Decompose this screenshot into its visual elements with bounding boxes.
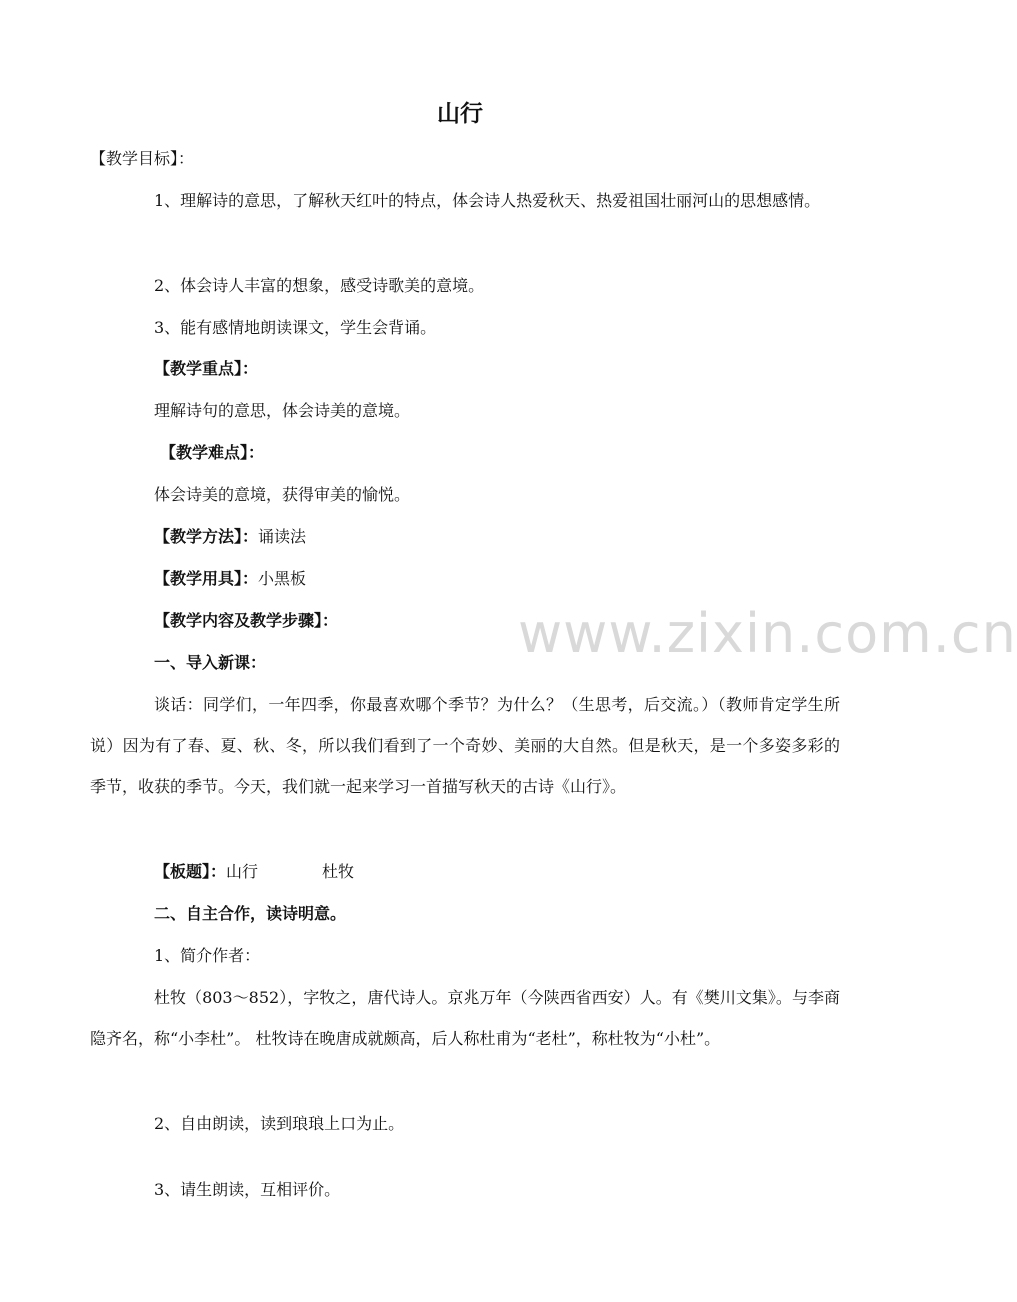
- board-line: [154, 862, 904, 882]
- author-paragraph: 杜牧（803～852），字牧之，唐代诗人。京兆万年（今陕西省西安）人。有《樊川文集》。与李商隐齐名，称“小李杜”。 杜牧诗在晚唐成就颇高，后人称杜甫为“老杜”，称杜牧为“小杜”。: [90, 988, 840, 1048]
- step-3: 3、请生朗读，互相评价。: [154, 1180, 341, 1199]
- objective-3: 3、能有感情地朗读课文，学生会背诵。: [154, 318, 437, 337]
- key-points-heading: 【教学重点】：: [154, 359, 259, 378]
- difficulties-heading: 【教学难点】：: [160, 443, 265, 462]
- board-title: 山行: [226, 862, 259, 881]
- board-author: 杜牧: [322, 862, 355, 881]
- section-1-heading: 一、导入新课：: [154, 653, 267, 672]
- author-intro-heading: 1、简介作者：: [154, 946, 261, 965]
- method-text: 诵读法: [258, 527, 307, 546]
- method-heading: 【教学方法】：: [154, 527, 259, 546]
- steps-heading: 【教学内容及教学步骤】：: [154, 611, 339, 630]
- objective-1: 1、理解诗的意思，了解秋天红叶的特点，体会诗人热爱秋天、热爱祖国壮丽河山的思想感情。: [154, 191, 821, 210]
- document-title: 山行: [437, 100, 483, 127]
- tools-line: [154, 569, 904, 589]
- method-line: [154, 527, 904, 547]
- tools-text: 小黑板: [258, 569, 307, 588]
- intro-paragraph: 谈话：同学们，一年四季，你最喜欢哪个季节？为什么？（生思考，后交流。）（教师肯定学生所说）因为有了春、夏、秋、冬，所以我们看到了一个奇妙、美丽的大自然。但是秋天，是一个多姿多彩的季节，收获的季节。今天，我们就一起来学习一首描写秋天的古诗《山行》。: [90, 695, 840, 796]
- section-2-heading: 二、自主合作，读诗明意。: [154, 904, 347, 923]
- objective-2: 2、体会诗人丰富的想象，感受诗歌美的意境。: [154, 276, 485, 295]
- difficulties-text: 体会诗美的意境，获得审美的愉悦。: [154, 485, 411, 504]
- watermark: www.zixin.com.cn: [518, 602, 1017, 665]
- key-points-text: 理解诗句的意思，体会诗美的意境。: [154, 401, 411, 420]
- objectives-heading: 【教学目标】：: [90, 149, 195, 168]
- tools-heading: 【教学用具】：: [154, 569, 259, 588]
- board-heading: 【板题】：: [154, 862, 227, 881]
- step-2: 2、自由朗读，读到琅琅上口为止。: [154, 1114, 405, 1133]
